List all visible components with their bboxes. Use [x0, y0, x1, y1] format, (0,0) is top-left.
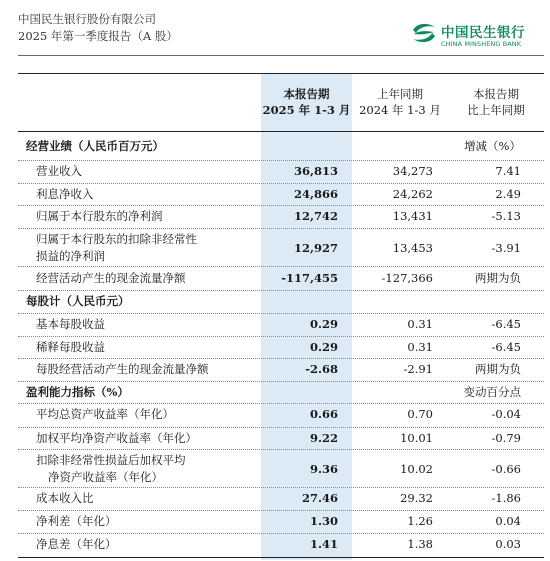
change-value: -0.04: [491, 407, 521, 421]
section-title: 每股计（人民币元）: [26, 294, 130, 308]
row-label: 平均总资产收益率（年化）: [36, 407, 174, 421]
row-label-line: 归属于本行股东的扣除非经常性: [36, 232, 197, 246]
col-prior-period-header: [352, 86, 448, 118]
current-value: 0.66: [309, 407, 338, 421]
current-value: 36,813: [293, 164, 338, 178]
row-label: [36, 452, 186, 486]
row-label: 成本收入比: [36, 491, 94, 505]
col-current-period-title: 本报告期: [283, 87, 330, 101]
col-current-period-range: 2025 年 1-3 月: [262, 103, 351, 117]
section-note: 变动百分点: [463, 385, 521, 399]
row-divider: [18, 313, 544, 314]
prior-value: -2.91: [403, 362, 433, 376]
section-title: 经营业绩（人民币百万元）: [26, 139, 164, 153]
prior-value: 1.38: [407, 537, 433, 551]
change-value: 两期为负: [475, 271, 521, 285]
row-divider: [18, 449, 544, 450]
prior-value: 34,273: [392, 164, 433, 178]
current-value: -117,455: [281, 271, 338, 285]
header-bottom-rule: [18, 131, 544, 132]
row-label: 每股经营活动产生的现金流量净额: [36, 362, 209, 376]
current-value: 9.22: [309, 431, 338, 445]
row-label: 净息差（年化）: [36, 537, 117, 551]
table-bottom-rule: [18, 557, 544, 558]
row-divider: [18, 336, 544, 337]
change-value: 0.04: [495, 514, 521, 528]
row-label: 营业收入: [36, 164, 82, 178]
prior-value: 13,431: [392, 209, 433, 223]
current-value: 0.29: [309, 317, 338, 331]
prior-value: -127,366: [381, 271, 433, 285]
row-divider: [18, 403, 544, 404]
report-title: 2025 年第一季度报告（A 股）: [18, 29, 178, 43]
table-top-rule: [18, 73, 544, 74]
col-prior-period-title: 上年同期: [377, 87, 423, 101]
row-label: 利息净收入: [36, 187, 94, 201]
row-divider: [18, 427, 544, 428]
row-label: 稀释每股收益: [36, 340, 105, 354]
col-change-title: 本报告期: [473, 87, 519, 101]
row-label-line: 净资产收益率（年化）: [48, 470, 163, 484]
change-value: -0.66: [491, 462, 521, 476]
row-divider: [18, 228, 544, 229]
change-value: 0.03: [495, 537, 521, 551]
row-divider: [18, 487, 544, 488]
current-value: 1.30: [309, 514, 338, 528]
change-value: 2.49: [495, 187, 521, 201]
current-value: -2.68: [305, 362, 338, 376]
company-name: 中国民生银行股份有限公司: [18, 12, 156, 26]
current-value: 24,866: [293, 187, 338, 201]
change-value: -6.45: [491, 317, 521, 331]
row-divider: [18, 510, 544, 511]
row-divider: [18, 160, 544, 161]
row-label: 净利差（年化）: [36, 514, 117, 528]
prior-value: 10.01: [400, 431, 433, 445]
section-title: 盈利能力指标（%）: [26, 385, 129, 399]
row-label: 加权平均净资产收益率（年化）: [36, 431, 197, 445]
bank-logo-icon: [410, 21, 438, 45]
row-label: 基本每股收益: [36, 317, 105, 331]
section-note: 增减（%）: [464, 139, 521, 153]
row-label: [36, 231, 197, 265]
row-label: 经营活动产生的现金流量净额: [36, 271, 186, 285]
current-value: 0.29: [309, 340, 338, 354]
change-value: -1.86: [491, 491, 521, 505]
logo-chinese-text: 中国民生银行: [441, 25, 525, 41]
prior-value: 0.31: [407, 340, 433, 354]
prior-value: 24,262: [392, 187, 433, 201]
change-value: 7.41: [495, 164, 521, 178]
row-divider: [18, 183, 544, 184]
col-change-header: [448, 86, 544, 118]
row-divider: [18, 358, 544, 359]
col-prior-period-range: 2024 年 1-3 月: [359, 103, 441, 117]
current-value: 9.36: [309, 462, 338, 476]
prior-value: 0.70: [407, 407, 433, 421]
row-divider: [18, 533, 544, 534]
prior-value: 1.26: [407, 514, 433, 528]
logo-english-text: CHINA MINSHENG BANK: [441, 40, 522, 48]
report-header: [18, 11, 544, 56]
current-value: 12,742: [293, 209, 338, 223]
row-divider: [18, 290, 544, 291]
change-value: 两期为负: [475, 362, 521, 376]
col-current-period-header: [261, 86, 352, 118]
row-label-line: 损益的净利润: [36, 249, 105, 263]
change-value: -5.13: [491, 209, 521, 223]
row-label: 归属于本行股东的净利润: [36, 209, 163, 223]
change-value: -3.91: [491, 241, 521, 255]
change-value: -6.45: [491, 340, 521, 354]
col-change-subtitle: 比上年同期: [467, 103, 525, 117]
current-value: 27.46: [301, 491, 338, 505]
prior-value: 10.02: [400, 462, 433, 476]
bank-logo: [410, 19, 536, 55]
prior-value: 29.32: [400, 491, 433, 505]
row-divider: [18, 205, 544, 206]
row-label-line: 扣除非经常性损益后加权平均: [36, 453, 186, 467]
current-value: 12,927: [293, 241, 338, 255]
change-value: -0.79: [491, 431, 521, 445]
prior-value: 0.31: [407, 317, 433, 331]
current-value: 1.41: [309, 537, 338, 551]
row-divider: [18, 266, 544, 267]
prior-value: 13,453: [392, 241, 433, 255]
row-divider: [18, 381, 544, 382]
